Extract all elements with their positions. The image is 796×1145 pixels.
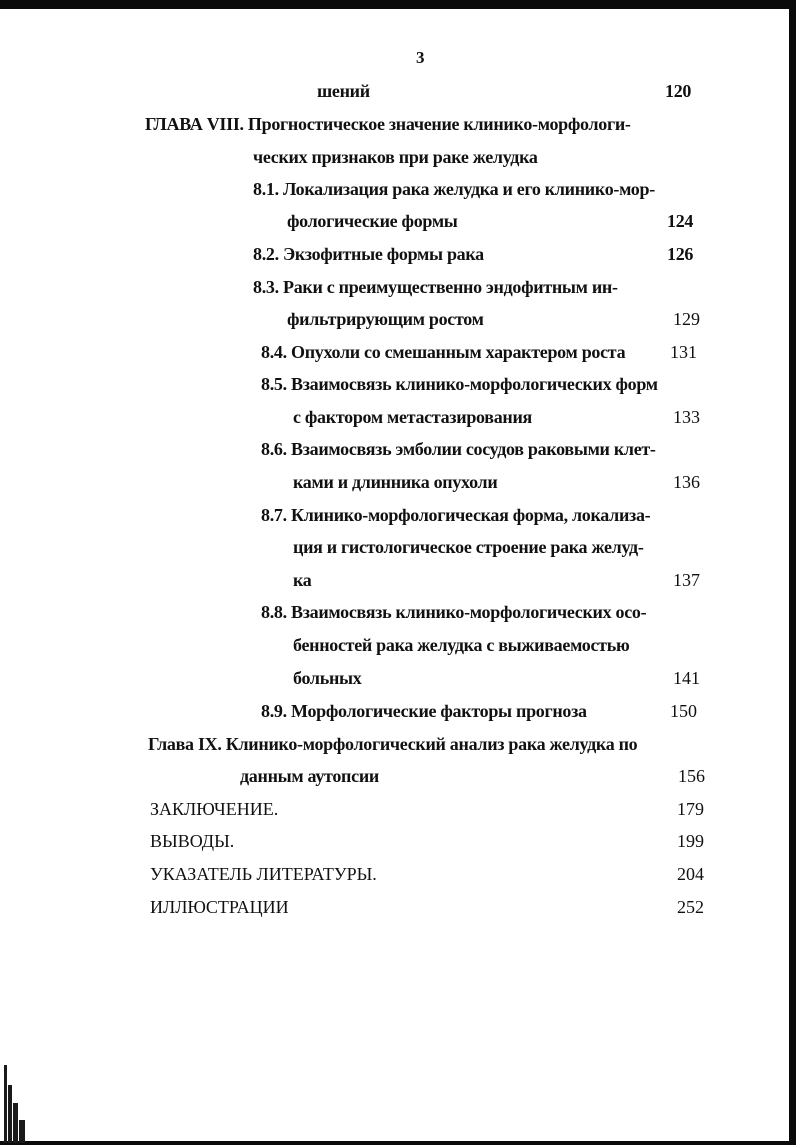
toc-section-heading: ЗАКЛЮЧЕНИЕ. [150, 799, 279, 819]
toc-entry-page: 204 [677, 864, 704, 884]
toc-entry-text: 8.9. Морфологические факторы прогноза [261, 701, 587, 721]
toc-entry-text: ка [293, 570, 312, 590]
toc-entry-text: больных [293, 668, 362, 688]
toc-entry-page: 133 [673, 407, 700, 427]
toc-entry-text: данным аутопсии [240, 766, 379, 786]
toc-entry-text: бенностей рака желудка с выживаемостью [293, 635, 630, 655]
toc-entry-text: ция и гистологическое строение рака желуд- [293, 537, 644, 557]
toc-entry-page: 252 [677, 897, 704, 917]
toc-entry-text: ческих признаков при раке желудка [253, 147, 538, 167]
toc-entry-text: 8.2. Экзофитные формы рака [253, 244, 484, 264]
scan-border-right [789, 0, 796, 1145]
toc-entry-text: фологические формы [287, 211, 458, 231]
toc-entry-text: 8.3. Раки с преимущественно эндофитным ин- [253, 277, 618, 297]
toc-entry-page: 179 [677, 799, 704, 819]
toc-entry-page: 141 [673, 668, 700, 688]
toc-entry-text: с фактором метастазирования [293, 407, 532, 427]
toc-entry-page: 136 [673, 472, 700, 492]
toc-entry-text: ками и длинника опухоли [293, 472, 498, 492]
toc-entry-page: 137 [673, 570, 700, 590]
scan-artifact [0, 1065, 28, 1143]
toc-entry-page: 156 [678, 766, 705, 786]
toc-entry-page: 124 [667, 211, 694, 231]
toc-entry-page: 120 [665, 81, 692, 101]
toc-entry-text: 8.7. Клинико-морфологическая форма, локализа- [261, 505, 651, 525]
toc-chapter-heading: Глава IX. Клинико-морфологический анализ рака желудка по [148, 734, 638, 754]
toc-entry-text: 8.6. Взаимосвязь эмболии сосудов раковыми клет- [261, 439, 656, 459]
toc-entry-text: шений [317, 81, 370, 101]
scan-border-top [0, 0, 796, 9]
toc-entry-page: 129 [673, 309, 700, 329]
scan-border-bottom [0, 1141, 796, 1145]
toc-chapter-heading: ГЛАВА VIII. Прогностическое значение клинико-морфологи- [145, 114, 631, 134]
toc-section-heading: ИЛЛЮСТРАЦИИ [150, 897, 289, 917]
toc-section-heading: ВЫВОДЫ. [150, 831, 235, 851]
toc-entry-page: 131 [670, 342, 697, 362]
page-number: 3 [416, 48, 425, 67]
toc-entry-page: 150 [670, 701, 697, 721]
toc-entry-page: 199 [677, 831, 704, 851]
toc-entry-text: 8.5. Взаимосвязь клинико-морфологических форм [261, 374, 658, 394]
toc-entry-text: 8.8. Взаимосвязь клинико-морфологических осо- [261, 602, 647, 622]
toc-entry-text: 8.4. Опухоли со смешанным характером роста [261, 342, 626, 362]
toc-entry-text: 8.1. Локализация рака желудка и его клинико-мор- [253, 179, 655, 199]
toc-section-heading: УКАЗАТЕЛЬ ЛИТЕРАТУРЫ. [150, 864, 377, 884]
toc-entry-page: 126 [667, 244, 694, 264]
toc-entry-text: фильтрирующим ростом [287, 309, 484, 329]
